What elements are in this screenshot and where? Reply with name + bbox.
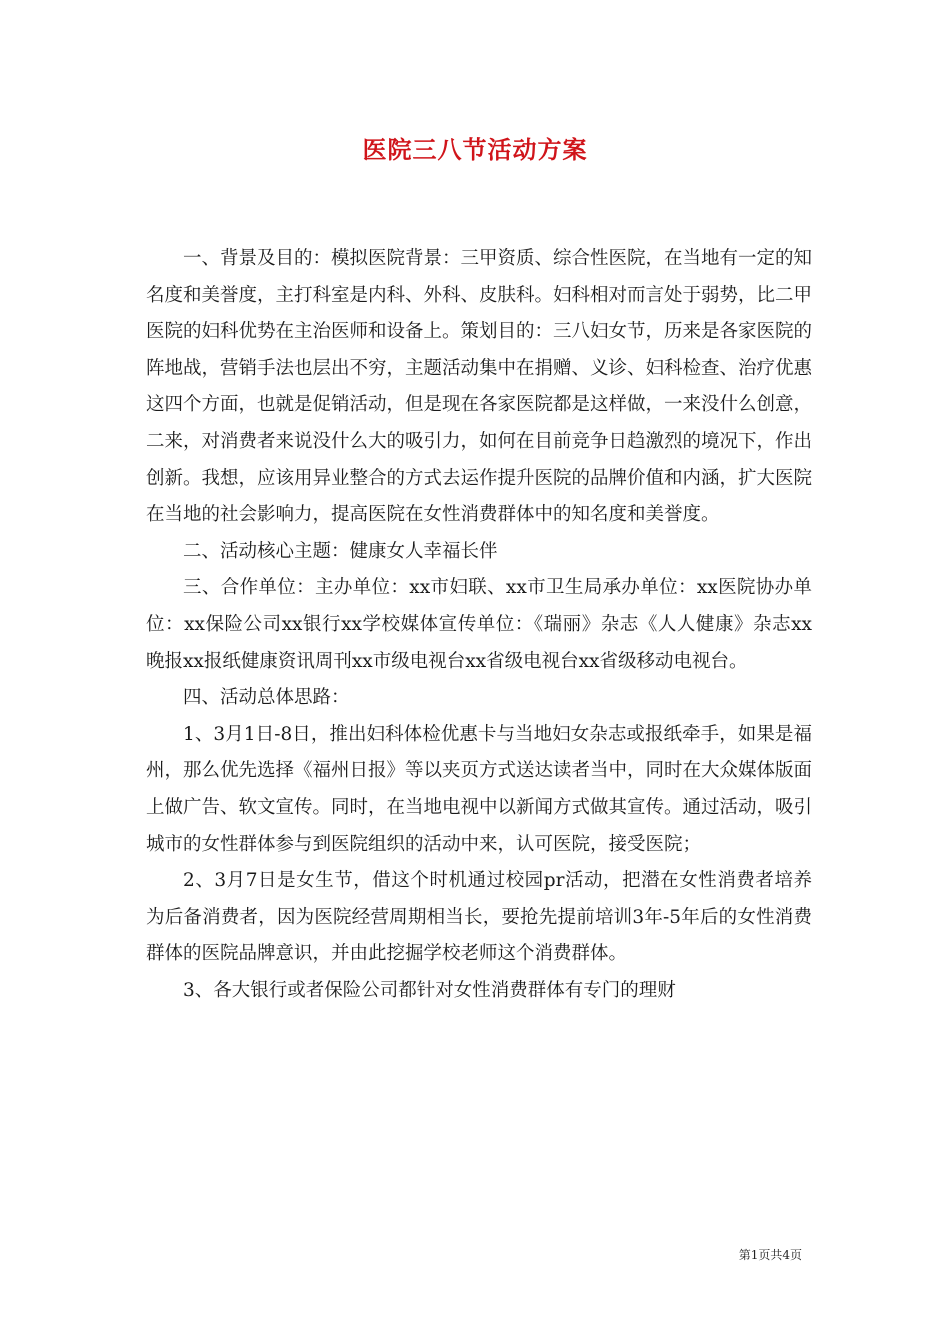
document-body bbox=[146, 241, 812, 1009]
paragraph-item-2: 2、3月7日是女生节，借这个时机通过校园pr活动，把潜在女性消费者培养为后备消费者，因为医院经营周期相当长，要抢先提前培训3年-5年后的女性消费群体的医院品牌意识，并由此挖掘学校老师这个消费群体。 bbox=[146, 870, 812, 965]
paragraph-item-1: 1、3月1日-8日，推出妇科体检优惠卡与当地妇女杂志或报纸牵手，如果是福州，那么优先选择《福州日报》等以夹页方式送达读者当中，同时在大众媒体版面上做广告、软文宣传。同时，在当地电视中以新闻方式做其宣传。通过活动，吸引城市的女性群体参与到医院组织的活动中来，认可医院，接受医院； bbox=[146, 723, 813, 855]
paragraph-partners: 三、合作单位：主办单位：xx市妇联、xx市卫生局承办单位：xx医院协办单位：xx保险公司xx银行xx学校媒体宣传单位：《瑞丽》杂志《人人健康》杂志xx晚报xx报纸健康资讯周刊xx市级电视台xx省级电视台xx省级移动电视台。 bbox=[146, 577, 812, 672]
document-title: 医院三八节活动方案 bbox=[362, 135, 588, 164]
paragraph-background: 一、背景及目的：模拟医院背景：三甲资质、综合性医院，在当地有一定的知名度和美誉度，主打科室是内科、外科、皮肤科。妇科相对而言处于弱势，比二甲医院的妇科优势在主治医师和设备上。策划目的：三八妇女节，历来是各家医院的阵地战，营销手法也层出不穷，主题活动集中在捐赠、义诊、妇科检查、治疗优惠这四个方面，也就是促销活动，但是现在各家医院都是这样做，一来没什么创意，二来，对消费者来说没什么大的吸引力，如何在目前竞争日趋激烈的境况下，作出创新。我想，应该用异业整合的方式去运作提升医院的品牌价值和内涵，扩大医院在当地的社会影响力，提高医院在女性消费群体中的知名度和美誉度。 bbox=[146, 248, 813, 526]
page-number: 第1页共4页 bbox=[738, 1248, 802, 1262]
paragraph-item-3: 3、各大银行或者保险公司都针对女性消费群体有专门的理财 bbox=[183, 979, 676, 1001]
paragraph-core-theme: 二、活动核心主题：健康女人幸福长伴 bbox=[183, 540, 498, 562]
paragraph-overall-idea: 四、活动总体思路： bbox=[183, 687, 350, 709]
